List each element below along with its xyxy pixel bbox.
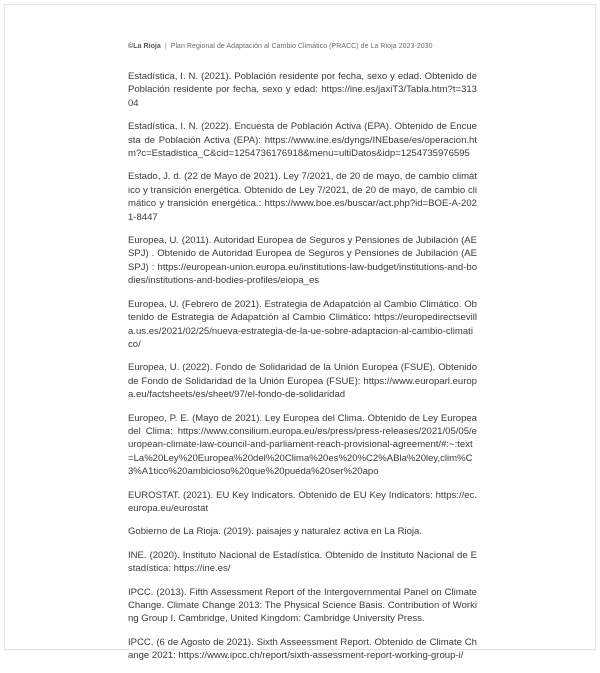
header-title: Plan Regional de Adaptación al Cambio Climático (PRACC) de La Rioja 2023-2030	[170, 43, 433, 50]
reference-item: Estadística, I. N. (2021). Población residente por fecha, sexo y edad. Obtenido de Población residente por fecha, sexo y edad: https://ine.es/jaxiT3/Tabla.htm?t=31304	[128, 71, 477, 109]
reference-item: Gobierno de La Rioja. (2019). paisajes y naturalez activa en La Rioja.	[128, 526, 423, 538]
reference-list	[128, 70, 477, 673]
reference-item: Estadística, I. N. (2022). Encuesta de Población Activa (EPA). Obtenido de Encuesta de Población Activa (EPA): https://www.ine.es/dyngs/INEbase/es/operacion.htm?c=Estadistica_C&cid=1254736176918&menu=ultiDatos&idp=1254735976595	[128, 121, 477, 160]
reference-item: Europea, U. (2022). Fondo de Solidaridad de la Unión Europea (FSUE). Obtenido de Fondo de Solidaridad de la Unión Europea (FSUE): https://www.europarl.europa.eu/factsheets/es/sheet/97/el-fondo-de-solidaridad	[128, 362, 477, 401]
page-header	[128, 43, 433, 50]
reference-item: Estado, J. d. (22 de Mayo de 2021). Ley 7/2021, de 20 de mayo, de cambio climático y transición energética. Obtenido de Ley 7/2021, de 20 de mayo, de cambio climático y transición energética.: https://www.boe.es/buscar/act.php?id=BOE-A-2021-8447	[128, 171, 477, 223]
reference-item: IPCC. (6 de Agosto de 2021). Sixth Asseessment Report. Obtenido de Climate Change 2021: https://www.ipcc.ch/report/sixth-assessment-report-working-group-i/	[128, 636, 477, 662]
reference-item: INE. (2020). Instituto Nacional de Estadística. Obtenido de Instituto Nacional de Estadística: https://ine.es/	[128, 549, 477, 575]
reference-item: Europea, U. (2011). Autoridad Europea de Seguros y Pensiones de Jubilación (AESPJ) . Obtenido de Autoridad Europea de Seguros y Pensiones de Jubilación (AESPJ) : https://european-union.europa.eu/institutions-law-budget/institutions-and-bodies/institutions-and-bodies-profiles/eiopa_es	[128, 235, 477, 287]
reference-item: Europeo, P. E. (Mayo de 2021). Ley Europea del Clima. Obtenido de Ley Europea del Clima: https://www.consilium.europa.eu/es/press/press-releases/2021/05/05/european-climate-law-council-and-parliament-reach-provisional-agreement/#:~:text=La%20Ley%20Europea%20del%20Clima%20es%20%C2%ABla%20ley,clim%C3%A1tico%20ambicioso%20que%20pueda%20ser%20apo	[128, 412, 477, 478]
header-separator: |	[164, 43, 167, 50]
header-org: ©La Rioja	[128, 43, 161, 50]
reference-item: EUROSTAT. (2021). EU Key Indicators. Obtenido de EU Key Indicators: https://ec.europa.eu/eurostat	[128, 489, 477, 514]
reference-item: IPCC. (2013). Fifth Assessment Report of the Intergovernmental Panel on Climate Change. Climate Change 2013: The Physical Science Basis. Contribution of Working Group I. Cambridge, United Kingdom: Cambridge University Press.	[128, 586, 477, 625]
reference-item: Europea, U. (Febrero de 2021). Estrategia de Adapatción al Cambio Climático. Obtenido de Estrategia de Adapatción al Cambio Climático: https://europedirectsevilla.us.es/2021/02/25/nueva-estrategia-de-la-ue-sobre-adaptacion-al-cambio-climatico/	[128, 298, 477, 350]
